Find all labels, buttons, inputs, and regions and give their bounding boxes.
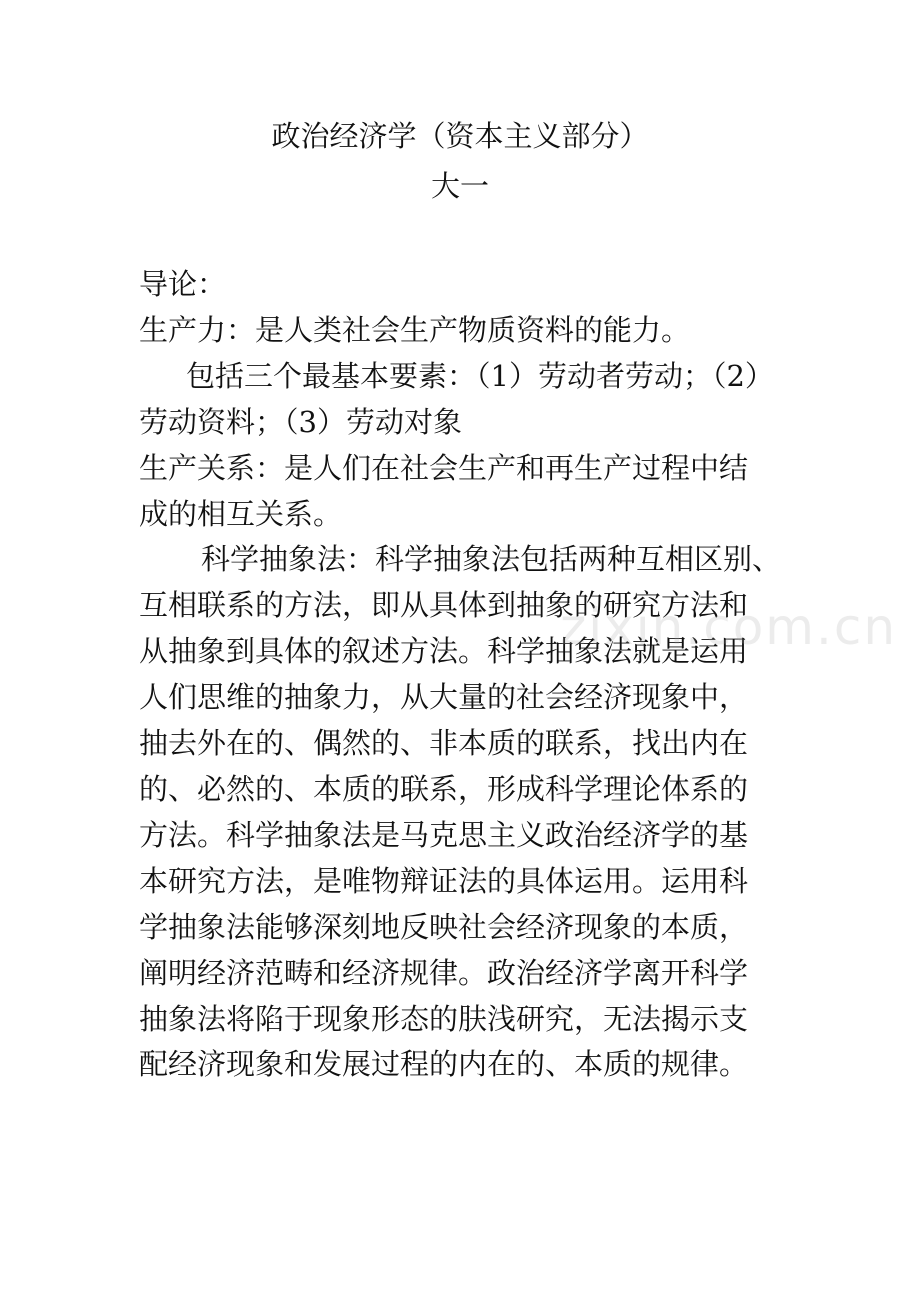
- abstraction-line: 科学抽象法：科学抽象法包括两种互相区别、: [201, 542, 782, 577]
- abstraction-line: 抽去外在的、偶然的、非本质的联系，找出内在: [139, 726, 749, 761]
- abstraction-line: 阐明经济范畴和经济规律。政治经济学离开科学: [139, 955, 749, 990]
- abstraction-line: 学抽象法能够深刻地反映社会经济现象的本质，: [139, 909, 749, 944]
- elements-line-2: 劳动资料；（3）劳动对象: [139, 404, 462, 439]
- watermark: zixin.com.cn: [560, 598, 898, 656]
- abstraction-line: 抽象法将陷于现象形态的肤浅研究，无法揭示支: [139, 1001, 749, 1036]
- document-subtitle: 大一: [430, 169, 489, 203]
- elements-line-1: 包括三个最基本要素：（1）劳动者劳动；（2）: [186, 358, 774, 393]
- section-heading: 导论：: [139, 267, 227, 301]
- relations-line-1: 生产关系：是人们在社会生产和再生产过程中结: [139, 450, 749, 485]
- relations-line-2: 成的相互关系。: [139, 496, 343, 531]
- productive-forces-definition: 生产力：是人类社会生产物质资料的能力。: [139, 312, 691, 347]
- abstraction-line: 的、必然的、本质的联系，形成科学理论体系的: [139, 771, 749, 806]
- abstraction-line: 从抽象到具体的叙述方法。科学抽象法就是运用: [139, 634, 749, 669]
- abstraction-line: 方法。科学抽象法是马克思主义政治经济学的基: [139, 817, 749, 852]
- abstraction-line: 本研究方法，是唯物辩证法的具体运用。运用科: [139, 863, 749, 898]
- abstraction-line: 互相联系的方法，即从具体到抽象的研究方法和: [139, 588, 749, 623]
- document-body: [139, 262, 819, 1088]
- document-title: 政治经济学（资本主义部分）: [271, 119, 649, 153]
- abstraction-line: 配经济现象和发展过程的内在的、本质的规律。: [139, 1047, 749, 1082]
- abstraction-line: 人们思维的抽象力，从大量的社会经济现象中，: [139, 680, 749, 715]
